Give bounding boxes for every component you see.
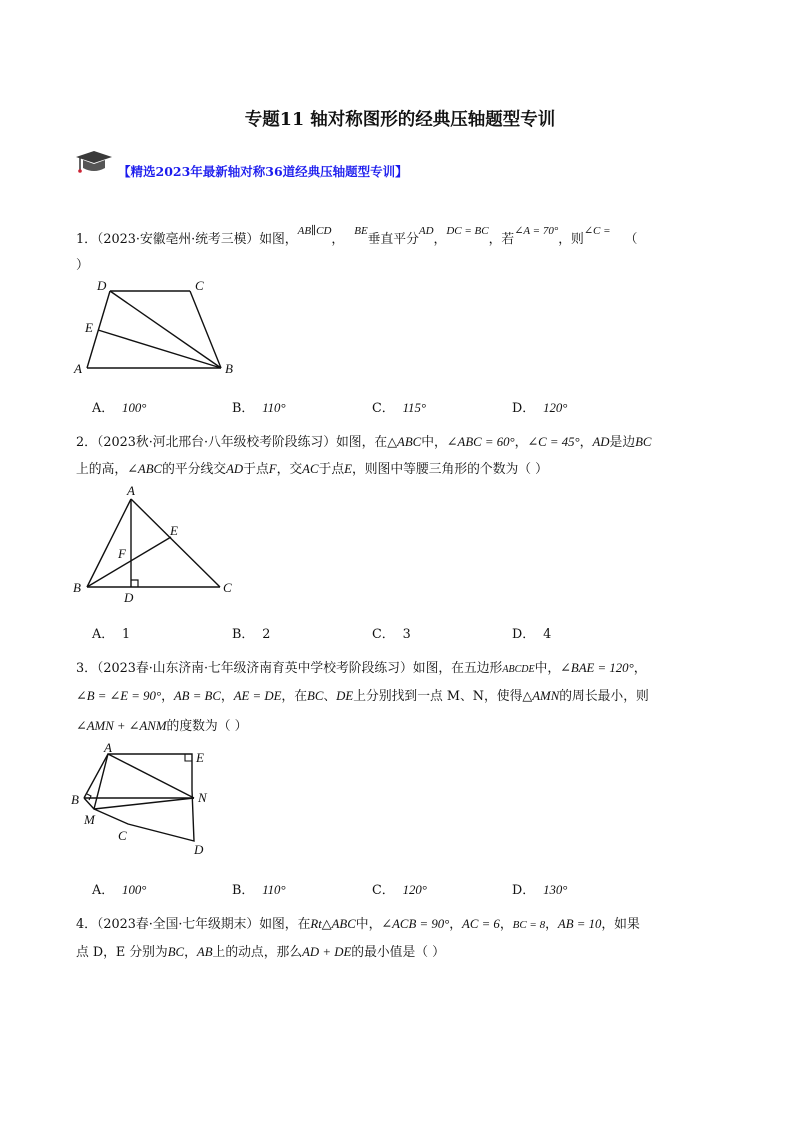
q2-label-C: C bbox=[223, 580, 232, 595]
q1-option-d: D． 120° bbox=[512, 401, 568, 416]
q3-label-E: E bbox=[196, 750, 204, 765]
q3-line1: 3．（2023春·山东济南·七年级济南育英中学校考阶段练习）如图，在五边形ABCDE中，∠BAE = 120°， bbox=[76, 661, 647, 676]
q2-option-c: C． 3 bbox=[372, 627, 411, 642]
q1-label-E: E bbox=[85, 320, 93, 335]
q3-figure bbox=[70, 738, 220, 858]
q3-option-a: A． 100° bbox=[92, 883, 147, 898]
q1-label-B: B bbox=[225, 361, 233, 376]
q3-label-B: B bbox=[71, 792, 79, 807]
q3-label-A: A bbox=[104, 740, 112, 755]
q2-label-B: B bbox=[73, 580, 81, 595]
q3-option-c: C． 120° bbox=[372, 883, 427, 898]
q2-label-E: E bbox=[170, 523, 178, 538]
q4-line2: 点 D，E 分别为BC，AB上的动点，那么AD + DE的最小值是（ ） bbox=[76, 945, 445, 960]
q2-option-b: B． 2 bbox=[232, 627, 271, 642]
graduation-cap-icon bbox=[74, 148, 114, 178]
q1-option-a: A． 100° bbox=[92, 401, 147, 416]
q2-label-F: F bbox=[118, 546, 126, 561]
q1-option-c: C． 115° bbox=[372, 401, 426, 416]
q3-label-N: N bbox=[198, 790, 207, 805]
q3-option-d: D． 130° bbox=[512, 883, 568, 898]
q2-figure bbox=[70, 482, 250, 604]
q3-line2: ∠B = ∠E = 90°，AB = BC，AE = DE，在BC、DE上分别找到一点 M、N，使得△AMN的周长最小，则 bbox=[76, 689, 649, 704]
q2-line2: 上的高，∠ABC的平分线交AD于点F，交AC于点E，则图中等腰三角形的个数为（ ） bbox=[76, 462, 548, 477]
q2-line1: 2．（2023秋·河北邢台·八年级校考阶段练习）如图，在△ABC中，∠ABC = 60°，∠C = 45°，AD是边BC bbox=[76, 435, 652, 450]
q2-label-D: D bbox=[124, 590, 134, 604]
page-title: 专题11 轴对称图形的经典压轴题型专训 bbox=[244, 110, 556, 130]
q2-option-a: A． 1 bbox=[92, 627, 131, 642]
q2-option-d: D． 4 bbox=[512, 627, 552, 642]
section-subtitle: 【精选2023年最新轴对称36道经典压轴题型专训】 bbox=[118, 164, 408, 179]
q1-label-A: A bbox=[74, 361, 82, 376]
q3-label-D: D bbox=[194, 842, 204, 857]
q3-label-C: C bbox=[118, 828, 127, 843]
q1-label-D: D bbox=[97, 278, 107, 293]
q1-option-b: B． 110° bbox=[232, 401, 286, 416]
q3-line3: ∠AMN + ∠ANM的度数为（ ） bbox=[76, 719, 248, 734]
q2-label-A: A bbox=[127, 483, 135, 498]
q1-figure bbox=[70, 276, 250, 380]
q3-option-b: B． 110° bbox=[232, 883, 286, 898]
q4-line1: 4．（2023春·全国·七年级期末）如图，在Rt△ABC中，∠ACB = 90°，AC = 6，BC = 8，AB = 10，如果 bbox=[76, 917, 640, 932]
q3-label-M: M bbox=[84, 812, 95, 827]
q1-line2: ） bbox=[76, 258, 89, 273]
q1-label-C: C bbox=[195, 278, 204, 293]
q1-line1: 1．（2023·安徽亳州·统考三模）如图，AB∥CD，BE垂直平分AD，DC = BC，若∠A = 70°，则∠C =（ bbox=[76, 225, 638, 247]
